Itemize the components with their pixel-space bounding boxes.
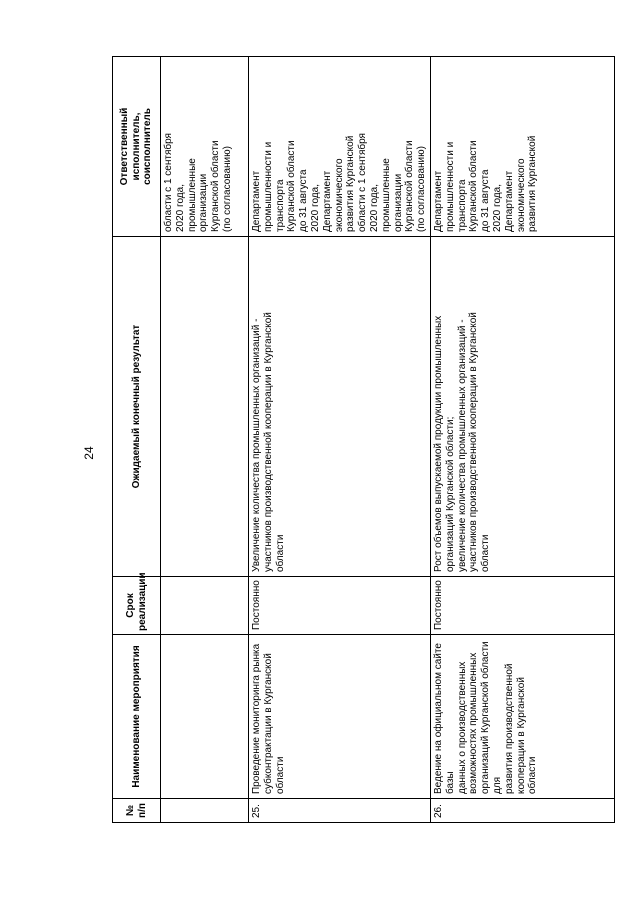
cell-measure-name: Проведение мониторинга рынка субконтрактации в Курганской области	[249, 635, 431, 799]
header-measure-name: Наименование мероприятия	[113, 635, 161, 799]
cell-expected-result: Рост объемов выпускаемой продукции промышленных организаций Курганской области; увеличение количества промышленных организаций - участников производственной кооперации в Курганской области	[430, 237, 614, 577]
cell-expected-result: Увеличение количества промышленных организаций - участников производственной кооперации в Курганской области	[249, 237, 431, 577]
table-row	[161, 57, 249, 823]
table-row	[249, 57, 431, 823]
cell-number: 25.	[249, 799, 431, 823]
cell-expected-result	[161, 237, 249, 577]
cell-term: Постоянно	[249, 577, 431, 635]
header-term: Срок реализации	[113, 577, 161, 635]
header-responsible: Ответственный исполнитель, соисполнитель	[113, 57, 161, 237]
cell-number: 26.	[430, 799, 614, 823]
rotated-table-container	[112, 57, 608, 823]
cell-responsible: Департамент промышленности и транспорта Курганской области до 31 августа 2020 года, Департамент экономического развития Курганской области с 1 сентября 2020 года, промышленные организации Курганской области (по согласованию)	[249, 57, 431, 237]
table-row	[430, 57, 614, 823]
cell-term: Постоянно	[430, 577, 614, 635]
header-number: № п/п	[113, 799, 161, 823]
header-expected-result: Ожидаемый конечный результат	[113, 237, 161, 577]
cell-measure-name: Ведение на официальном сайте базы данных о производственных возможностях промышленных организаций Курганской области для развития производственной кооперации в Курганской области	[430, 635, 614, 799]
page-number: 24	[82, 446, 96, 460]
cell-responsible: Департамент промышленности и транспорта Курганской области до 31 августа 2020 года, Департамент экономического развития Курганской	[430, 57, 614, 237]
cell-number	[161, 799, 249, 823]
measures-table	[112, 56, 615, 823]
cell-term	[161, 577, 249, 635]
cell-responsible: области с 1 сентября 2020 года, промышленные организации Курганской области (по согласованию)	[161, 57, 249, 237]
table-header-row	[113, 57, 161, 823]
cell-measure-name	[161, 635, 249, 799]
